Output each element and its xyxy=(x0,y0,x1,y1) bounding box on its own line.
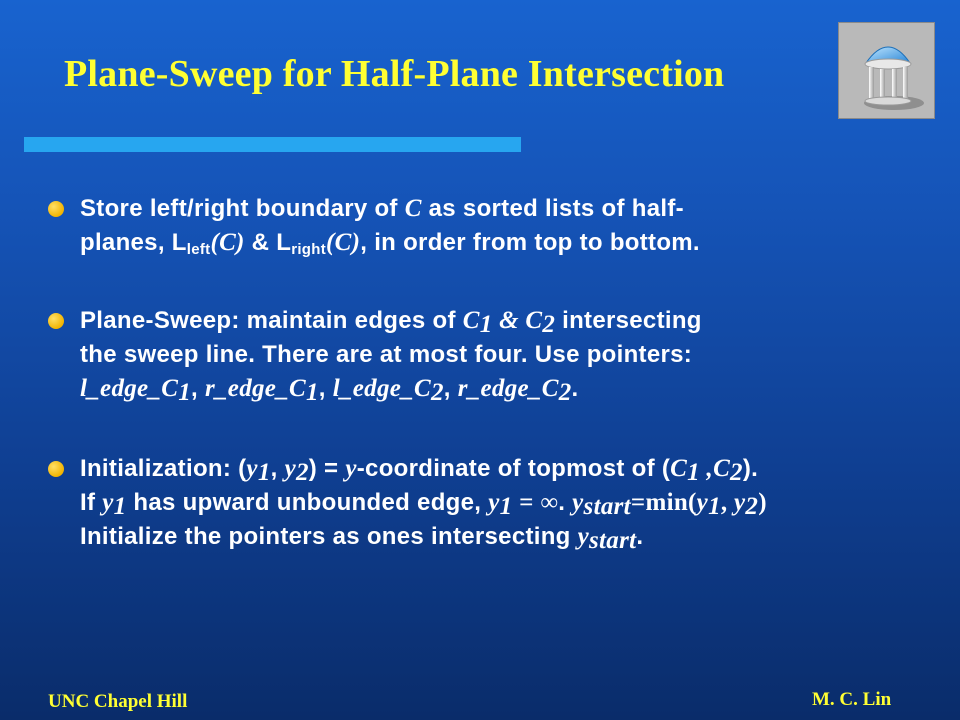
bullet-line: Store left/right boundary of C as sorted lists of half- xyxy=(80,195,684,222)
bullet-line: If $y_1$ has upward unbounded edge, $y_1$ = ∞. $y_{start}=\min(y_1$, $y_2$) xyxy=(80,489,767,520)
slide-title: Plane-Sweep for Half-Plane Intersection xyxy=(64,53,725,95)
title-accent-rule xyxy=(24,137,521,152)
bullet-line: Initialize the pointers as ones intersecting $y_{start}$. xyxy=(80,523,644,554)
bullet-item-initialization xyxy=(80,452,940,554)
footer-institution: UNC Chapel Hill xyxy=(48,691,188,712)
bullet-dot-icon xyxy=(48,313,64,329)
unc-old-well-logo-icon xyxy=(838,22,935,119)
bullet-item-boundary xyxy=(80,192,940,260)
bullet-line: the sweep line. There are at most four. Use pointers: xyxy=(80,341,693,368)
footer-author: M. C. Lin xyxy=(812,689,892,710)
bullet-line: $l\_edge\_C_1$, $r\_edge\_C_1$, $l\_edge\_C_2$, $r\_edge\_C_2$. xyxy=(80,375,579,406)
bullet-line: Initialization: ($y_1$, $y_2$) = y-coordinate of topmost of ($C_1$ $,C_2$). xyxy=(80,455,759,486)
bullet-line: Plane-Sweep: maintain edges of $C_1$ & $C_2$ intersecting xyxy=(80,307,702,338)
bullet-item-plane-sweep xyxy=(80,304,940,406)
bullet-line: planes, $L_{left}(C)$ & $L_{right}(C)$, in order from top to bottom. xyxy=(80,229,700,258)
bullet-dot-icon xyxy=(48,201,64,217)
bullet-dot-icon xyxy=(48,461,64,477)
